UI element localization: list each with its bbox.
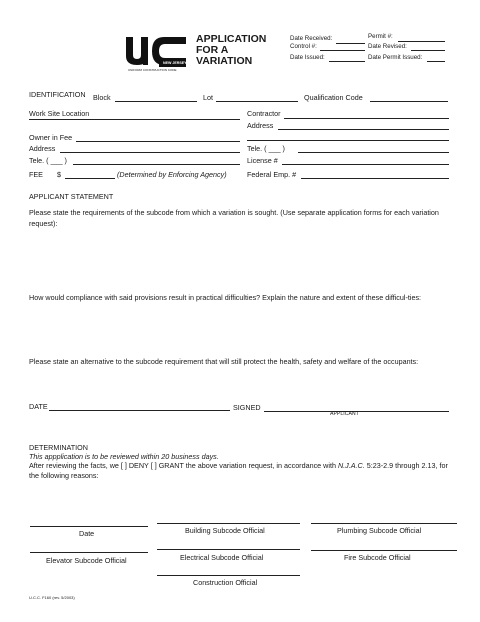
question-2: How would compliance with said provisions result in practical difficulties? Explain the nature and extent of these difficul-ties:: [29, 293, 422, 302]
review-note: This appplication is to be reviewed within 20 business days.: [29, 452, 219, 461]
license-field[interactable]: [282, 164, 449, 165]
control-field[interactable]: [320, 50, 365, 51]
fee-label: FEE: [29, 170, 43, 179]
contractor-address-field[interactable]: [278, 129, 449, 130]
contractor-address-label: Address: [247, 121, 274, 130]
date-label: DATE: [29, 402, 48, 411]
logo-badge-text: NEW JERSEY: [163, 61, 187, 65]
owner-in-fee-label: Owner in Fee: [29, 133, 73, 142]
qualification-code-field[interactable]: [370, 101, 448, 102]
official-date-field[interactable]: [30, 526, 148, 527]
contractor-field[interactable]: [284, 118, 449, 119]
date-received-field[interactable]: [336, 43, 365, 44]
plumbing-official-caption: Plumbing Subcode Official: [337, 526, 422, 535]
contractor-label: Contractor: [247, 109, 281, 118]
contractor-tele-label: Tele. ( ___ ): [247, 144, 285, 153]
electrical-official-field[interactable]: [157, 549, 300, 550]
owner-tele-field[interactable]: [73, 164, 240, 165]
plumbing-official-field[interactable]: [311, 523, 457, 524]
elevator-official-caption: Elevator Subcode Official: [46, 556, 127, 565]
question-3: Please state an alternative to the subcode requirement that will still protect the health, safety and welfare of the occupants:: [29, 357, 419, 366]
fee-dollar-sign: $: [57, 170, 61, 179]
contractor-tele-field[interactable]: [298, 152, 449, 153]
ucc-logo: [124, 35, 188, 75]
block-label: Block: [93, 93, 111, 102]
construction-official-caption: Construction Official: [193, 578, 258, 587]
form-id: U.C.C. F160 (rev. 5/2003): [29, 595, 75, 600]
form-title-line-2: FOR A: [196, 44, 229, 56]
permit-field[interactable]: [398, 41, 445, 42]
date-revised-field[interactable]: [411, 50, 445, 51]
determination-text: After reviewing the facts, we [ ] DENY [ ] GRANT the above variation request, in accordance with N.J.A.C. 5:23-2.9 through 2.13, for the following reasons:: [29, 461, 448, 480]
date-field[interactable]: [49, 410, 230, 411]
federal-emp-label: Federal Emp. #: [247, 170, 297, 179]
fire-official-caption: Fire Subcode Official: [344, 553, 411, 562]
form-title-line-1: APPLICATION: [196, 33, 267, 45]
official-date-caption: Date: [79, 529, 95, 538]
date-issued-field[interactable]: [329, 61, 365, 62]
lot-field[interactable]: [216, 101, 298, 102]
owner-tele-label: Tele. ( ___ ): [29, 156, 67, 165]
work-site-location-field[interactable]: [29, 119, 240, 120]
logo-sub-text: UNIFORM CONSTRUCTION CODE: [128, 68, 177, 72]
date-revised-label: Date Revised:: [368, 43, 407, 50]
owner-address-label: Address: [29, 144, 56, 153]
permit-label: Permit #:: [368, 33, 393, 40]
contractor-address-line-2[interactable]: [247, 140, 449, 141]
owner-address-field[interactable]: [60, 152, 240, 153]
identification-heading: IDENTIFICATION: [29, 90, 86, 99]
building-official-field[interactable]: [157, 523, 300, 524]
owner-in-fee-field[interactable]: [76, 141, 240, 142]
signed-label: SIGNED: [233, 403, 261, 412]
work-site-location-label: Work Site Location: [29, 109, 90, 118]
determination-heading: DETERMINATION: [29, 443, 88, 452]
form-title-line-3: VARIATION: [196, 55, 253, 67]
electrical-official-caption: Electrical Subcode Official: [180, 553, 264, 562]
block-field[interactable]: [115, 101, 197, 102]
elevator-official-field[interactable]: [30, 552, 148, 553]
fee-note: (Determined by Enforcing Agency): [117, 170, 227, 179]
federal-emp-field[interactable]: [301, 178, 449, 179]
fire-official-field[interactable]: [311, 550, 457, 551]
date-received-label: Date Received:: [290, 35, 333, 42]
control-label: Control #:: [290, 43, 317, 50]
date-permit-issued-label: Date Permit Issued:: [368, 54, 423, 61]
fee-field[interactable]: [65, 178, 115, 179]
date-issued-label: Date Issued:: [290, 54, 325, 61]
applicant-caption: APPLICANT: [330, 411, 359, 417]
date-permit-issued-field[interactable]: [427, 61, 445, 62]
question-1: Please state the requirements of the subcode from which a variation is sought. (Use separate application forms for each variation request):: [29, 208, 439, 228]
lot-label: Lot: [203, 93, 213, 102]
license-label: License #: [247, 156, 278, 165]
applicant-statement-heading: APPLICANT STATEMENT: [29, 192, 114, 201]
construction-official-field[interactable]: [157, 575, 300, 576]
qualification-code-label: Qualification Code: [304, 93, 363, 102]
building-official-caption: Building Subcode Official: [185, 526, 265, 535]
